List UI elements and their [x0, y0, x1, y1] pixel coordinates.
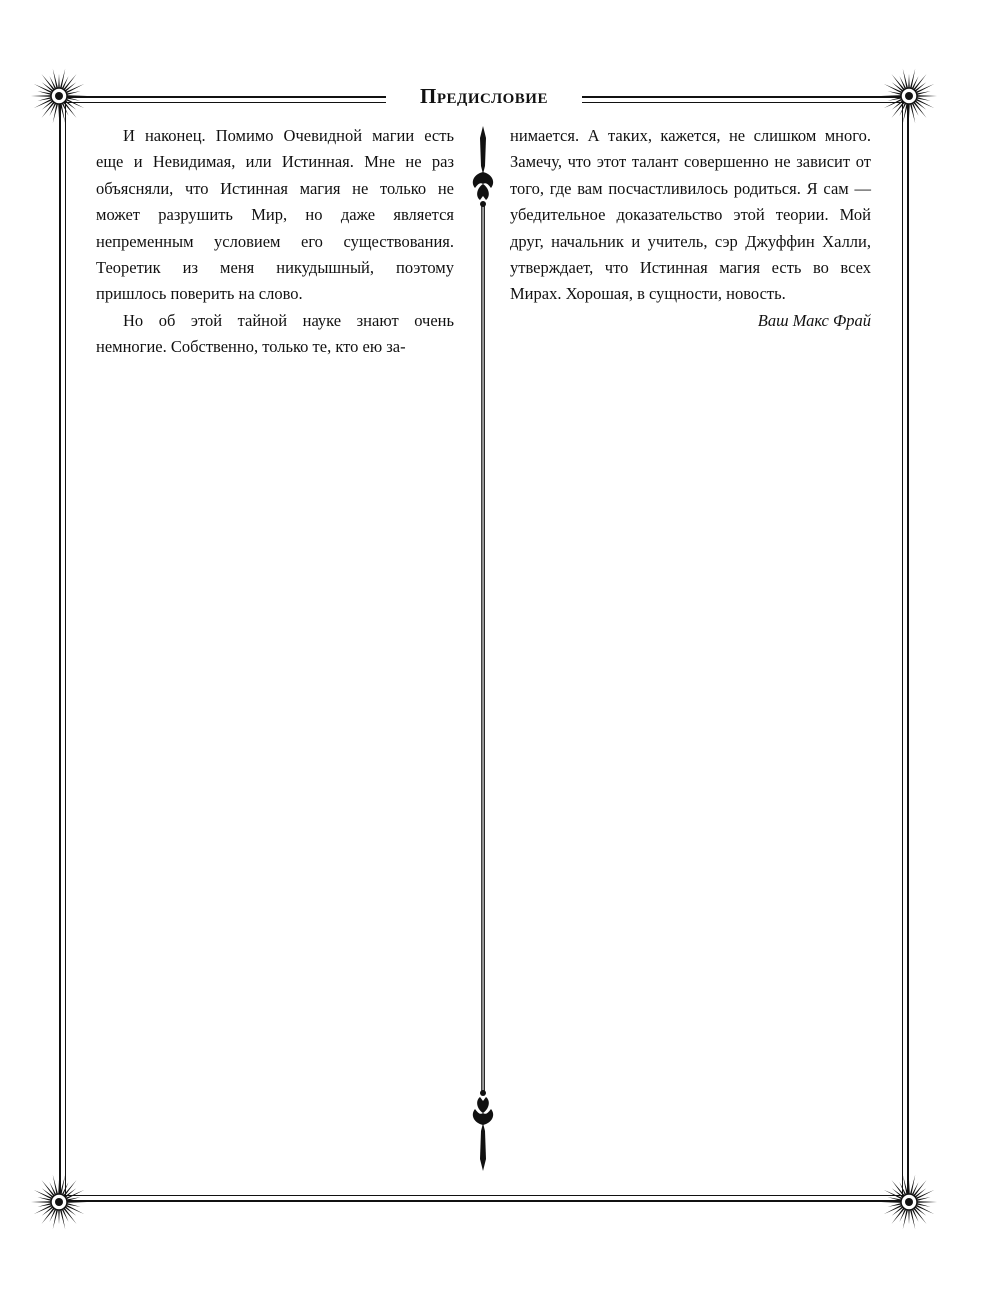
page-title: Предисловие: [420, 84, 548, 108]
left-column: [96, 123, 454, 361]
corner-flower-icon: [30, 1173, 88, 1231]
paragraph: нимается. А таких, кажется, не слишком много. Замечу, что этот талант совершенно не зависит от того, где вам посчастливилось родиться. Я сам — убедительное доказательство этой теории. Мой друг, начальник и учитель, сэр Джуффин Халли, утверждает, что Истинная магия есть во всех Мирах. Хорошая, в сущности, новость.: [510, 126, 871, 304]
column-divider: [466, 126, 500, 1171]
paragraph: И наконец. Помимо Очевидной магии есть еще и Невидимая, или Истинная. Мне не раз объясняли, что Истинная магия не только не может разрушить Мир, но даже является непременным условием его существования. Теоретик из меня никудышный, поэтому пришлось поверить на слово.: [96, 126, 454, 304]
right-column: [510, 123, 871, 334]
corner-flower-icon: [880, 1173, 938, 1231]
corner-flower-icon: [880, 67, 938, 125]
top-finial-icon: [473, 126, 493, 207]
paragraph: Но об этой тайной науке знают очень немногие. Собственно, только те, кто ею за-: [96, 310, 454, 357]
bottom-finial-icon: [473, 1090, 493, 1171]
corner-flower-icon: [30, 67, 88, 125]
signature: Ваш Макс Фрай: [757, 310, 871, 330]
